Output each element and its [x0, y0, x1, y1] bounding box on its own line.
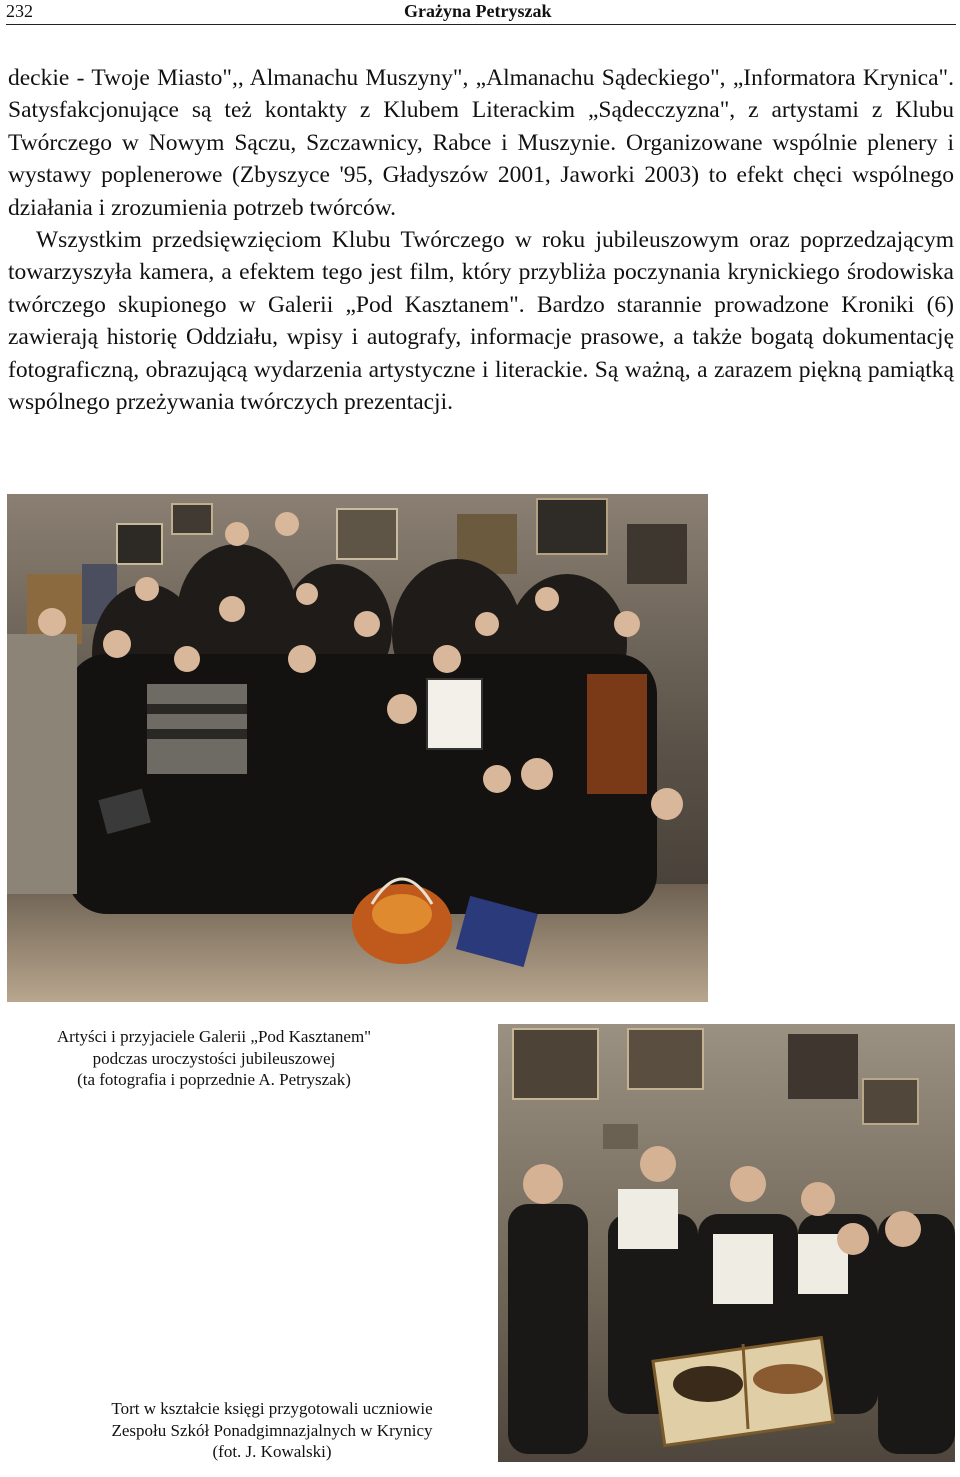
cake-photo	[498, 1024, 955, 1462]
caption-line: Tort w kształcie księgi przygotowali uczniowie	[111, 1399, 433, 1418]
caption-line: (fot. J. Kowalski)	[212, 1442, 332, 1461]
page-number: 232	[6, 1, 33, 21]
figure-caption	[14, 1026, 414, 1091]
page-header	[6, 0, 956, 25]
caption-line: Artyści i przyjaciele Galerii „Pod Kasztanem"	[56, 1027, 372, 1046]
body-text	[8, 62, 954, 418]
caption-line: (ta fotografia i poprzednie A. Petryszak)	[77, 1070, 351, 1089]
caption-line: Zespołu Szkół Ponadgimnazjalnych w Krynicy	[111, 1420, 433, 1440]
group-photo	[7, 494, 708, 1002]
paragraph: deckie - Twoje Miasto",, Almanachu Muszyny", „Almanachu Sądeckiego", „Informatora Krynica". Satysfakcjonujące są też kontakty z Klubem Literackim „Sądecczyzna", z artystami z Klubu Twórczego w Nowym Sączu, Szczawnicy, Rabce i Muszynie. Organizowane wspólnie plenery i wystawy poplenerowe (Zbyszyce '95, Gładyszów 2001, Jaworki 2003) to efekt chęci wspólnego działania i zrozumienia potrzeb twórców.	[8, 65, 954, 221]
paragraph: Wszystkim przedsięwzięciom Klubu Twórczego w roku jubileuszowym oraz poprzedzającym towarzyszyła kamera, a efektem tego jest film, który przybliża poczynania krynickiego środowiska twórczego skupionego w Galerii „Pod Kasztanem". Bardzo starannie prowadzone Kroniki (6) zawierają historię Oddziału, wpisy i autografy, informacje prasowe, a także bogatą dokumentację fotograficzną, obrazującą wydarzenia artystyczne i literackie. Są ważną, a zarazem piękną pamiątką wspólnego przeżywania twórczych prezentacji.	[8, 227, 954, 416]
figure-caption	[62, 1398, 482, 1463]
caption-line: podczas uroczystości jubileuszowej	[92, 1048, 336, 1068]
running-head: Grażyna Petryszak	[404, 1, 552, 21]
